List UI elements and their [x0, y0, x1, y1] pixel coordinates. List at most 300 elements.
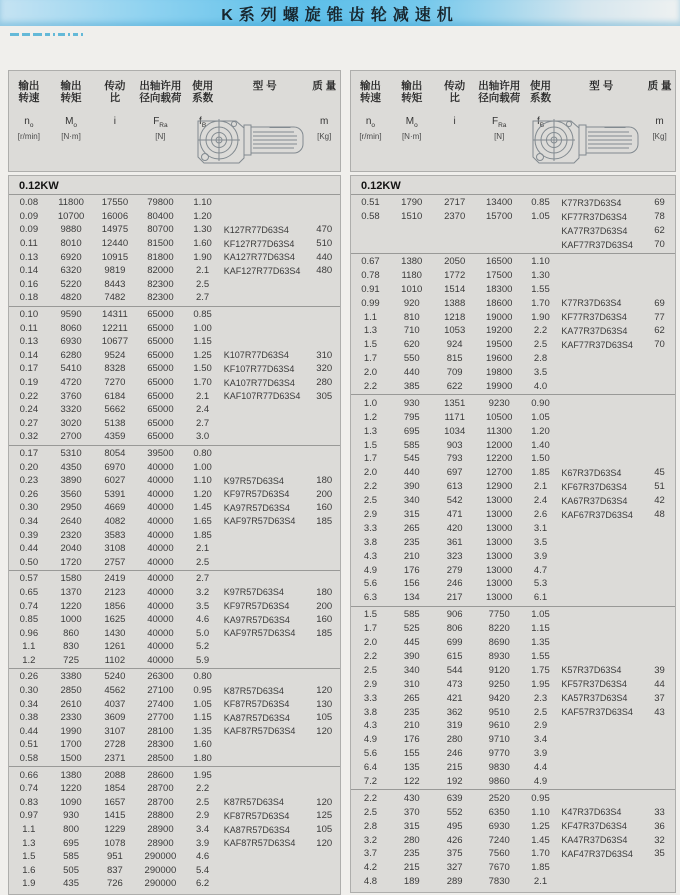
- table-row: [9, 349, 340, 363]
- table-header: [8, 70, 341, 172]
- cell-ratio: 3609: [104, 712, 126, 724]
- cell-output-torque: 235: [403, 848, 420, 860]
- cell-ratio: 552: [446, 806, 463, 818]
- cell-mass: 280: [316, 377, 333, 389]
- cell-ratio: 217: [446, 592, 463, 604]
- cell-output-speed: 0.38: [19, 712, 39, 724]
- cell-output-speed: 0.26: [19, 488, 39, 500]
- cell-output-speed: 1.1: [363, 311, 378, 323]
- table-row: [351, 255, 675, 269]
- cell-ratio: 246: [446, 578, 463, 590]
- cell-output-torque: 1720: [60, 556, 82, 568]
- table-row: [351, 535, 675, 549]
- cell-ratio: 12211: [102, 322, 128, 334]
- cell-service-factor: 5.9: [195, 654, 210, 666]
- cell-mass: 320: [316, 363, 333, 375]
- cell-radial-load: 13000: [485, 550, 513, 562]
- table-row: [9, 430, 340, 444]
- cell-service-factor: 1.10: [531, 256, 550, 267]
- spec-tables: [8, 70, 676, 895]
- cell-ratio: 215: [446, 762, 463, 774]
- cell-radial-load: 40000: [147, 654, 174, 666]
- cell-ratio: 1625: [104, 614, 126, 626]
- cell-output-speed: 3.8: [363, 536, 378, 548]
- cell-radial-load: 6350: [488, 806, 510, 818]
- cell-output-torque: 1790: [401, 197, 423, 209]
- cell-output-torque: 445: [403, 637, 420, 649]
- power-rating-label: 0.12KW: [19, 180, 59, 192]
- cell-output-torque: 3890: [60, 475, 82, 487]
- cell-output-speed: 3.3: [363, 522, 378, 534]
- cell-output-torque: 176: [403, 564, 420, 576]
- page-title: [0, 0, 680, 26]
- cell-ratio: 323: [446, 550, 463, 562]
- table-section: [351, 394, 675, 605]
- cell-output-speed: 0.14: [19, 349, 39, 361]
- table-row: [351, 805, 675, 819]
- header-symbol-service-factor: $f_B$: [536, 116, 545, 129]
- cell-mass: 36: [654, 820, 665, 832]
- table-row: [351, 719, 675, 733]
- cell-radial-load: 28500: [147, 753, 174, 765]
- cell-output-torque: 440: [403, 367, 420, 379]
- cell-radial-load: 12200: [485, 453, 513, 465]
- cell-ratio: 1854: [104, 783, 126, 795]
- cell-output-torque: 4720: [60, 377, 82, 389]
- cell-ratio: 8443: [104, 278, 126, 290]
- cell-service-factor: 1.15: [193, 712, 212, 724]
- cell-ratio: 3108: [104, 543, 126, 555]
- header-label-mass: 质 量: [647, 80, 672, 92]
- cell-service-factor: 0.80: [193, 671, 212, 683]
- cell-ratio: 903: [446, 439, 463, 451]
- cell-model: KF107R77D63S4: [223, 363, 295, 374]
- cell-service-factor: 3.5: [195, 600, 210, 612]
- cell-radial-load: 28800: [147, 810, 174, 822]
- cell-output-torque: 1220: [60, 600, 82, 612]
- cell-output-speed: 0.19: [19, 377, 39, 389]
- cell-model: KA107R77D63S4: [223, 377, 295, 388]
- cell-output-speed: 2.9: [363, 509, 378, 521]
- header-symbol-service-factor: $f_B$: [199, 116, 207, 129]
- table-row: [351, 608, 675, 622]
- cell-service-factor: 1.10: [531, 806, 550, 818]
- cell-radial-load: 40000: [147, 556, 174, 568]
- cell-service-factor: 2.6: [533, 509, 548, 521]
- cell-model: KAF57R37D63S4: [561, 707, 633, 717]
- cell-service-factor: 1.30: [193, 224, 212, 236]
- table-section: [351, 194, 675, 253]
- cell-service-factor: 4.7: [533, 564, 548, 576]
- cell-radial-load: 19000: [485, 311, 513, 323]
- table-row: [9, 809, 340, 823]
- cell-mass: 44: [654, 678, 665, 690]
- table-section: [351, 789, 675, 889]
- cell-model: KF87R57D63S4: [223, 699, 290, 710]
- cell-radial-load: 19200: [485, 325, 513, 337]
- cell-model: K87R57D63S4: [223, 685, 284, 696]
- cell-service-factor: 1.90: [531, 311, 550, 323]
- cell-mass: 69: [654, 197, 665, 209]
- cell-ratio: 7270: [104, 377, 126, 389]
- cell-radial-load: 19900: [485, 381, 513, 393]
- cell-ratio: 10915: [101, 251, 129, 263]
- cell-service-factor: 4.6: [195, 614, 210, 626]
- cell-mass: 105: [316, 824, 333, 836]
- cell-ratio: 837: [106, 864, 123, 876]
- cell-ratio: 622: [446, 381, 463, 393]
- cell-service-factor: 3.9: [533, 748, 548, 760]
- table-row: [9, 528, 340, 542]
- cell-output-speed: 0.58: [19, 753, 39, 765]
- cell-model: KAF87R57D63S4: [223, 838, 296, 849]
- table-row: [9, 223, 340, 237]
- cell-service-factor: 2.3: [533, 692, 548, 704]
- cell-service-factor: 1.70: [193, 377, 212, 389]
- cell-radial-load: 13000: [485, 522, 513, 534]
- table-row: [9, 196, 340, 210]
- cell-ratio: 1415: [104, 810, 126, 822]
- cell-ratio: 473: [446, 678, 463, 690]
- cell-ratio: 3583: [104, 529, 126, 541]
- cell-mass: 105: [316, 712, 333, 724]
- cell-mass: 77: [654, 311, 665, 323]
- table-row: [351, 833, 675, 847]
- table-row: [9, 752, 340, 766]
- cell-radial-load: 13000: [485, 592, 513, 604]
- cell-output-torque: 695: [403, 425, 420, 437]
- cell-output-speed: 0.67: [361, 256, 380, 267]
- table-row: [9, 389, 340, 403]
- cell-output-speed: 0.11: [19, 238, 38, 250]
- cell-radial-load: 11300: [486, 425, 513, 437]
- cell-service-factor: 1.85: [531, 467, 550, 479]
- table-row: [9, 640, 340, 654]
- cell-mass: 70: [654, 339, 665, 351]
- cell-service-factor: 1.95: [531, 678, 550, 690]
- cell-output-torque: 1180: [401, 269, 422, 281]
- cell-output-torque: 2610: [60, 698, 82, 710]
- table-row: [351, 224, 675, 238]
- cell-ratio: 289: [446, 876, 463, 888]
- cell-service-factor: 2.4: [195, 404, 210, 416]
- cell-service-factor: 1.05: [531, 211, 550, 223]
- cell-service-factor: 2.2: [533, 325, 548, 337]
- table-row: [351, 819, 675, 833]
- cell-ratio: 6184: [104, 390, 126, 402]
- cell-output-speed: 0.51: [361, 197, 380, 209]
- cell-mass: 305: [316, 390, 333, 402]
- cell-output-speed: 2.2: [363, 381, 378, 393]
- table-section: [9, 445, 340, 570]
- cell-output-speed: 0.14: [19, 265, 39, 277]
- cell-service-factor: 2.1: [533, 481, 548, 493]
- cell-radial-load: 8930: [488, 650, 510, 662]
- cell-service-factor: 2.1: [533, 876, 548, 888]
- cell-radial-load: 40000: [147, 475, 174, 487]
- cell-radial-load: 28700: [147, 796, 174, 808]
- cell-output-speed: 1.9: [22, 878, 36, 890]
- cell-output-speed: 2.8: [363, 820, 378, 832]
- table-row: [351, 549, 675, 563]
- cell-model: KF57R37D63S4: [561, 679, 627, 690]
- cell-output-torque: 156: [403, 578, 420, 590]
- header-label-output-torque: 输出 转矩: [60, 80, 82, 104]
- cell-ratio: 5662: [104, 404, 126, 416]
- table-row: [9, 542, 340, 556]
- cell-output-torque: 1220: [60, 783, 82, 795]
- table-row: [9, 613, 340, 627]
- cell-service-factor: 1.10: [193, 197, 212, 209]
- cell-model: K127R77D63S4: [223, 224, 289, 235]
- header-label-model: 型 号: [252, 80, 277, 92]
- cell-output-torque: 1010: [401, 283, 423, 295]
- cell-ratio: 1430: [104, 627, 126, 639]
- cell-output-speed: 0.10: [19, 309, 39, 321]
- cell-service-factor: 5.2: [195, 641, 210, 653]
- cell-ratio: 613: [446, 481, 463, 493]
- cell-mass: 78: [654, 211, 665, 223]
- cell-output-speed: 0.97: [19, 810, 39, 822]
- cell-output-speed: 0.32: [19, 431, 39, 443]
- cell-model: KAF67R37D63S4: [561, 509, 633, 520]
- cell-model: KF67R37D63S4: [561, 481, 627, 492]
- cell-radial-load: 7830: [488, 876, 510, 888]
- cell-service-factor: 0.95: [531, 792, 550, 804]
- cell-service-factor: 6.2: [195, 878, 210, 890]
- table-row: [9, 768, 340, 782]
- cell-ratio: 1102: [104, 654, 126, 666]
- cell-radial-load: 13000: [485, 495, 513, 507]
- cell-ratio: 6970: [104, 461, 126, 473]
- cell-ratio: 5240: [104, 671, 126, 683]
- header-symbol-mass: m: [655, 116, 664, 127]
- table-row: [9, 403, 340, 417]
- table-row: [9, 697, 340, 711]
- cell-output-speed: 0.91: [361, 283, 380, 295]
- cell-ratio: 17550: [101, 197, 129, 209]
- cell-output-torque: 1380: [60, 769, 82, 781]
- cell-output-speed: 0.34: [19, 515, 39, 527]
- cell-model: KF77R37D63S4: [561, 312, 627, 323]
- cell-model: KAF77R37D63S4: [561, 339, 633, 350]
- table-row: [9, 823, 340, 837]
- cell-mass: 160: [316, 502, 333, 514]
- cell-ratio: 1171: [444, 411, 465, 423]
- cell-radial-load: 9250: [488, 678, 510, 690]
- cell-output-speed: 0.66: [19, 769, 39, 781]
- cell-radial-load: 40000: [147, 529, 174, 541]
- table-row: [9, 487, 340, 501]
- cell-mass: 510: [316, 238, 333, 250]
- cell-radial-load: 17500: [485, 269, 513, 281]
- cell-output-speed: 0.99: [361, 297, 380, 309]
- cell-service-factor: 5.0: [195, 627, 210, 639]
- cell-service-factor: 3.9: [533, 550, 548, 562]
- cell-output-torque: 8010: [60, 238, 82, 250]
- cell-ratio: 426: [446, 834, 463, 846]
- cell-service-factor: 0.80: [193, 447, 212, 459]
- cell-mass: 160: [316, 614, 333, 626]
- cell-service-factor: 2.1: [195, 543, 210, 555]
- cell-service-factor: 4.0: [533, 381, 548, 393]
- logo-dashes-icon: [10, 33, 83, 36]
- header-labels: [351, 71, 675, 104]
- table-row: [9, 291, 340, 305]
- table-row: [351, 663, 675, 677]
- header-symbol-output-speed: $n_o$: [365, 116, 376, 129]
- header-label-ratio: 传动 比: [444, 80, 466, 104]
- cell-output-torque: 176: [403, 734, 420, 746]
- cell-service-factor: 1.85: [193, 529, 212, 541]
- cell-radial-load: 80400: [147, 210, 174, 222]
- cell-output-speed: 1.1: [22, 641, 36, 653]
- cell-radial-load: 65000: [147, 322, 174, 334]
- cell-radial-load: 290000: [144, 851, 177, 863]
- cell-mass: 69: [654, 297, 665, 309]
- cell-output-speed: 2.2: [363, 792, 378, 804]
- cell-radial-load: 7240: [488, 834, 510, 846]
- cell-ratio: 14975: [101, 224, 129, 236]
- table-row: [9, 210, 340, 224]
- cell-radial-load: 290000: [144, 864, 177, 876]
- header-symbol-output-speed: $n_o$: [24, 116, 34, 129]
- header-label-output-speed: 输出 转速: [18, 80, 40, 104]
- cell-radial-load: 40000: [147, 627, 174, 639]
- cell-output-torque: 830: [63, 641, 79, 653]
- cell-service-factor: 1.70: [531, 848, 550, 860]
- cell-radial-load: 9860: [488, 775, 510, 787]
- cell-service-factor: 1.95: [193, 769, 212, 781]
- cell-ratio: 8054: [104, 447, 126, 459]
- cell-output-torque: 265: [403, 522, 420, 534]
- cell-output-speed: 0.78: [361, 269, 380, 281]
- cell-ratio: 279: [446, 564, 463, 576]
- cell-output-speed: 0.51: [19, 739, 39, 751]
- cell-service-factor: 4.9: [533, 775, 548, 787]
- cell-output-torque: 8060: [60, 322, 82, 334]
- table-row: [351, 310, 675, 324]
- cell-output-speed: 3.7: [363, 848, 378, 860]
- cell-mass: 310: [316, 349, 333, 361]
- cell-model: KAF97R57D63S4: [223, 516, 296, 527]
- cell-output-torque: 11800: [58, 197, 84, 209]
- cell-output-speed: 1.5: [363, 339, 378, 351]
- cell-output-torque: 695: [63, 837, 79, 849]
- cell-mass: 200: [316, 600, 333, 612]
- cell-output-torque: 930: [63, 810, 79, 822]
- cell-radial-load: 65000: [147, 431, 174, 443]
- table-row: [351, 338, 675, 352]
- cell-radial-load: 27100: [147, 685, 174, 697]
- cell-output-torque: 3760: [60, 390, 82, 402]
- cell-output-torque: 505: [63, 864, 79, 876]
- cell-output-torque: 134: [403, 592, 420, 604]
- table-section: [9, 570, 340, 668]
- cell-output-speed: 6.3: [363, 592, 378, 604]
- table-row: [9, 684, 340, 698]
- cell-service-factor: 1.55: [531, 650, 550, 662]
- table-row: [9, 308, 340, 322]
- cell-output-torque: 545: [403, 453, 420, 465]
- cell-output-torque: 155: [403, 748, 420, 760]
- cell-service-factor: 2.8: [533, 353, 548, 365]
- cell-mass: 33: [654, 806, 665, 818]
- cell-output-torque: 3020: [60, 417, 82, 429]
- table-row: [9, 877, 340, 891]
- cell-output-torque: 215: [403, 862, 420, 874]
- cell-radial-load: 65000: [147, 417, 174, 429]
- table-row: [351, 677, 675, 691]
- cell-output-speed: 1.7: [363, 353, 378, 365]
- cell-output-torque: 5310: [60, 447, 82, 459]
- cell-service-factor: 3.9: [195, 837, 210, 849]
- cell-mass: 120: [316, 685, 333, 697]
- cell-model: KA77R37D63S4: [561, 325, 628, 336]
- cell-service-factor: 1.45: [531, 834, 550, 846]
- cell-service-factor: 1.60: [193, 238, 212, 250]
- table-row: [351, 733, 675, 747]
- cell-ratio: 697: [446, 467, 463, 479]
- cell-output-torque: 210: [403, 720, 420, 732]
- table-row: [351, 466, 675, 480]
- header-label-service-factor: 使用 系数: [192, 80, 214, 104]
- cell-ratio: 1053: [444, 325, 466, 337]
- cell-service-factor: 3.0: [195, 431, 210, 443]
- cell-radial-load: 18600: [485, 297, 513, 309]
- header-symbol-ratio: i: [113, 116, 117, 127]
- cell-output-speed: 4.8: [363, 876, 378, 888]
- cell-ratio: 4562: [104, 685, 126, 697]
- cell-mass: 440: [316, 251, 333, 263]
- cell-radial-load: 7670: [488, 862, 510, 874]
- cell-output-torque: 9880: [60, 224, 82, 236]
- table-row: [9, 711, 340, 725]
- cell-radial-load: 26300: [147, 671, 174, 683]
- header-label-service-factor: 使用 系数: [530, 80, 551, 104]
- cell-ratio: 615: [446, 650, 463, 662]
- cell-output-speed: 0.24: [19, 404, 39, 416]
- cell-output-speed: 1.0: [363, 397, 378, 409]
- cell-model: K47R37D63S4: [561, 807, 622, 818]
- cell-output-speed: 0.65: [19, 586, 39, 598]
- cell-radial-load: 13000: [485, 536, 513, 548]
- table-row: [351, 494, 675, 508]
- header-unit-output-torque: [N·m]: [61, 132, 81, 141]
- cell-radial-load: 65000: [147, 349, 174, 361]
- cell-output-speed: 0.44: [19, 543, 39, 555]
- cell-output-speed: 5.6: [363, 578, 378, 590]
- table-row: [9, 321, 340, 335]
- table-row: [351, 380, 675, 394]
- cell-output-torque: 2850: [60, 685, 82, 697]
- cell-service-factor: 1.50: [193, 363, 212, 375]
- cell-output-speed: 1.7: [363, 453, 378, 465]
- cell-output-speed: 5.6: [363, 748, 378, 760]
- cell-service-factor: 1.20: [193, 210, 212, 222]
- cell-output-speed: 0.20: [19, 461, 39, 473]
- cell-service-factor: 2.2: [195, 783, 210, 795]
- cell-output-speed: 0.16: [19, 278, 39, 290]
- cell-service-factor: 4.6: [195, 851, 210, 863]
- header-label-ratio: 传动 比: [104, 80, 126, 104]
- cell-ratio: 1078: [104, 837, 126, 849]
- cell-radial-load: 65000: [147, 377, 174, 389]
- cell-output-speed: 0.23: [19, 475, 39, 487]
- cell-service-factor: 3.5: [533, 536, 548, 548]
- cell-ratio: 16006: [101, 210, 129, 222]
- cell-ratio: 2419: [104, 573, 126, 585]
